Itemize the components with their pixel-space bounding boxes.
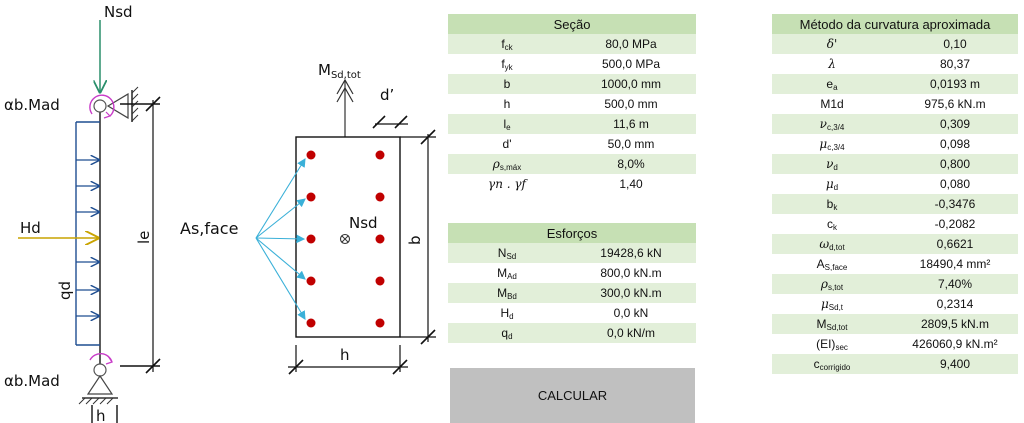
parameter-symbol: b bbox=[503, 77, 511, 91]
parameter-value: 1000,0 mm bbox=[566, 74, 696, 94]
table-row bbox=[772, 54, 1018, 74]
parameter-value: 11,6 m bbox=[566, 114, 696, 134]
hd-label: Hd bbox=[20, 219, 41, 237]
mad-top-label: αb.Mad bbox=[4, 96, 60, 114]
parameter-label bbox=[448, 243, 566, 263]
parameter-value: 300,0 kN.m bbox=[566, 283, 696, 303]
parameter-subscript: e bbox=[506, 122, 511, 132]
table-row bbox=[772, 94, 1018, 114]
parameter-value: 2809,5 kN.m bbox=[892, 314, 1018, 334]
parameter-subscript: d bbox=[833, 182, 839, 192]
parameter-symbol: ν bbox=[826, 156, 834, 171]
parameter-label bbox=[772, 254, 892, 274]
parameter-subscript: S,face bbox=[824, 262, 848, 272]
parameter-label bbox=[448, 54, 566, 74]
parameter-value: 500,0 MPa bbox=[566, 54, 696, 74]
qd-label: qd bbox=[56, 280, 74, 300]
parameter-subscript: yk bbox=[504, 62, 513, 72]
table-row bbox=[772, 214, 1018, 234]
parameter-value: 0,080 bbox=[892, 174, 1018, 194]
parameter-value: 0,0 kN/m bbox=[566, 323, 696, 343]
table-row bbox=[448, 94, 696, 114]
esforcos-title: Esforços bbox=[448, 223, 696, 243]
parameter-symbol: γn . γf bbox=[488, 177, 526, 191]
parameter-label bbox=[448, 283, 566, 303]
table-row bbox=[448, 154, 696, 174]
parameter-symbol: f bbox=[501, 56, 505, 71]
table-row bbox=[448, 303, 696, 323]
parameter-label bbox=[772, 94, 892, 114]
column-elevation bbox=[4, 3, 160, 423]
table-row bbox=[772, 114, 1018, 134]
parameter-value: 18490,4 mm² bbox=[892, 254, 1018, 274]
parameter-symbol: μ bbox=[820, 296, 829, 311]
parameter-symbol: b bbox=[826, 196, 834, 211]
parameter-value: 0,0193 m bbox=[892, 74, 1018, 94]
parameter-symbol: d' bbox=[502, 137, 512, 151]
parameter-label bbox=[772, 194, 892, 214]
nsd-top-label: Nsd bbox=[104, 3, 133, 21]
parameter-symbol: ρ bbox=[492, 156, 500, 171]
nsd-center-icon bbox=[341, 235, 350, 244]
parameter-value: 0,10 bbox=[892, 34, 1018, 54]
parameter-value: 1,40 bbox=[566, 174, 696, 194]
parameter-value: 50,0 mm bbox=[566, 134, 696, 154]
parameter-label bbox=[772, 234, 892, 254]
table-row bbox=[448, 174, 696, 194]
parameter-symbol: c bbox=[813, 356, 820, 371]
parameter-symbol: λ bbox=[828, 57, 836, 71]
parameter-symbol: f bbox=[501, 36, 505, 51]
table-row bbox=[448, 323, 696, 343]
metodo-table bbox=[772, 14, 1018, 374]
parameter-subscript: k bbox=[833, 202, 838, 212]
parameter-value: -0,3476 bbox=[892, 194, 1018, 214]
mad-bottom-label: αb.Mad bbox=[4, 372, 60, 390]
parameter-label bbox=[448, 323, 566, 343]
parameter-symbol: μ bbox=[825, 176, 834, 191]
parameter-value: 80,37 bbox=[892, 54, 1018, 74]
table-row bbox=[772, 74, 1018, 94]
table-row bbox=[772, 294, 1018, 314]
parameter-symbol: c bbox=[827, 216, 833, 231]
table-row bbox=[448, 34, 696, 54]
parameter-symbol: M1d bbox=[820, 97, 844, 111]
parameter-value: 0,0 kN bbox=[566, 303, 696, 323]
parameter-label bbox=[772, 134, 892, 154]
parameter-symbol: (EI) bbox=[816, 336, 836, 351]
table-row bbox=[772, 334, 1018, 354]
parameter-symbol: M bbox=[816, 316, 827, 331]
bottom-support bbox=[79, 364, 118, 404]
parameter-subscript: d bbox=[833, 162, 838, 172]
table-row bbox=[448, 74, 696, 94]
nsd-center-label: Nsd bbox=[349, 214, 378, 232]
parameter-subscript: s,máx bbox=[499, 162, 522, 172]
secao-title: Seção bbox=[448, 14, 696, 34]
as-face-label: As,face bbox=[180, 219, 239, 238]
parameter-value: 0,800 bbox=[892, 154, 1018, 174]
parameter-label bbox=[772, 54, 892, 74]
table-row bbox=[772, 274, 1018, 294]
parameter-subscript: c,3/4 bbox=[827, 142, 845, 152]
parameter-label bbox=[772, 74, 892, 94]
parameter-value: 8,0% bbox=[566, 154, 696, 174]
table-row bbox=[448, 134, 696, 154]
parameter-subscript: Bd bbox=[507, 291, 517, 301]
parameter-value: 800,0 kN.m bbox=[566, 263, 696, 283]
parameter-label bbox=[772, 34, 892, 54]
table-row bbox=[772, 314, 1018, 334]
parameter-label bbox=[448, 174, 566, 194]
parameter-symbol: δ' bbox=[826, 37, 838, 51]
b-label: b bbox=[406, 235, 424, 245]
parameter-label bbox=[772, 154, 892, 174]
parameter-symbol: ν bbox=[819, 116, 827, 131]
parameter-value: 7,40% bbox=[892, 274, 1018, 294]
parameter-label bbox=[772, 214, 892, 234]
parameter-value: -0,2082 bbox=[892, 214, 1018, 234]
metodo-title: Método da curvatura aproximada bbox=[772, 14, 1018, 34]
moment-bottom-icon bbox=[90, 354, 112, 364]
parameter-symbol: N bbox=[497, 245, 507, 260]
parameter-label bbox=[448, 34, 566, 54]
parameter-label bbox=[772, 314, 892, 334]
parameter-symbol: M bbox=[497, 285, 508, 300]
parameter-label bbox=[448, 114, 566, 134]
parameter-label bbox=[448, 154, 566, 174]
table-row bbox=[448, 283, 696, 303]
table-row bbox=[772, 254, 1018, 274]
parameter-subscript: c,3/4 bbox=[826, 122, 845, 132]
table-row bbox=[772, 154, 1018, 174]
parameter-value: 975,6 kN.m bbox=[892, 94, 1018, 114]
parameter-value: 0,2314 bbox=[892, 294, 1018, 314]
parameter-subscript: Sd,t bbox=[828, 302, 844, 312]
table-row bbox=[448, 243, 696, 263]
parameter-value: 0,309 bbox=[892, 114, 1018, 134]
parameter-value: 9,400 bbox=[892, 354, 1018, 374]
parameter-symbol: q bbox=[501, 325, 509, 340]
msd-tot-label: $M_{Sd,tot}$ bbox=[318, 61, 361, 81]
parameter-subscript: d,tot bbox=[829, 242, 845, 252]
parameter-value: 19428,6 kN bbox=[566, 243, 696, 263]
parameter-subscript: Ad bbox=[507, 271, 517, 281]
parameter-symbol: M bbox=[497, 265, 508, 280]
parameter-symbol: l bbox=[503, 116, 507, 131]
parameter-symbol: e bbox=[826, 76, 834, 91]
table-row bbox=[772, 194, 1018, 214]
parameter-symbol: H bbox=[500, 305, 510, 320]
parameter-label bbox=[772, 334, 892, 354]
parameter-subscript: Sd,tot bbox=[826, 322, 848, 332]
cross-section bbox=[180, 61, 436, 374]
h-bottom-label: h bbox=[96, 407, 106, 423]
parameter-label bbox=[772, 114, 892, 134]
parameter-value: 426060,9 kN.m² bbox=[892, 334, 1018, 354]
parameter-subscript: d bbox=[509, 311, 514, 321]
parameter-label bbox=[772, 294, 892, 314]
table-row bbox=[772, 234, 1018, 254]
table-row bbox=[448, 263, 696, 283]
h-label: h bbox=[340, 346, 350, 364]
parameter-symbol: A bbox=[816, 256, 825, 271]
parameter-label bbox=[772, 174, 892, 194]
parameter-value: 500,0 mm bbox=[566, 94, 696, 114]
table-row bbox=[448, 54, 696, 74]
parameter-symbol: ω bbox=[819, 236, 830, 251]
parameter-subscript: s,tot bbox=[827, 282, 844, 292]
parameter-symbol: μ bbox=[819, 136, 828, 151]
parameter-subscript: Sd bbox=[506, 251, 517, 261]
parameter-subscript: ck bbox=[504, 42, 513, 52]
parameter-symbol: ρ bbox=[820, 276, 828, 291]
parameter-label bbox=[448, 74, 566, 94]
parameter-symbol: h bbox=[503, 97, 511, 111]
parameter-subscript: a bbox=[833, 82, 838, 92]
parameter-value: 0,098 bbox=[892, 134, 1018, 154]
parameter-subscript: sec bbox=[835, 342, 848, 352]
parameter-label bbox=[772, 354, 892, 374]
table-row bbox=[772, 174, 1018, 194]
le-label: le bbox=[135, 230, 153, 244]
parameter-label bbox=[448, 134, 566, 154]
table-row bbox=[772, 134, 1018, 154]
table-row bbox=[772, 34, 1018, 54]
parameter-label bbox=[448, 263, 566, 283]
parameter-subscript: corrigido bbox=[819, 362, 851, 372]
parameter-subscript: d bbox=[508, 331, 513, 341]
parameter-label bbox=[448, 94, 566, 114]
d-prime-label: d’ bbox=[380, 86, 395, 104]
calcular-button[interactable]: CALCULAR bbox=[450, 368, 695, 423]
table-row bbox=[448, 114, 696, 134]
parameter-label bbox=[772, 274, 892, 294]
esforcos-table bbox=[448, 223, 696, 343]
structural-diagram bbox=[0, 0, 445, 423]
table-row bbox=[772, 354, 1018, 374]
secao-table bbox=[448, 14, 696, 194]
parameter-value: 0,6621 bbox=[892, 234, 1018, 254]
parameter-subscript: k bbox=[833, 222, 837, 232]
parameter-value: 80,0 MPa bbox=[566, 34, 696, 54]
parameter-label bbox=[448, 303, 566, 323]
